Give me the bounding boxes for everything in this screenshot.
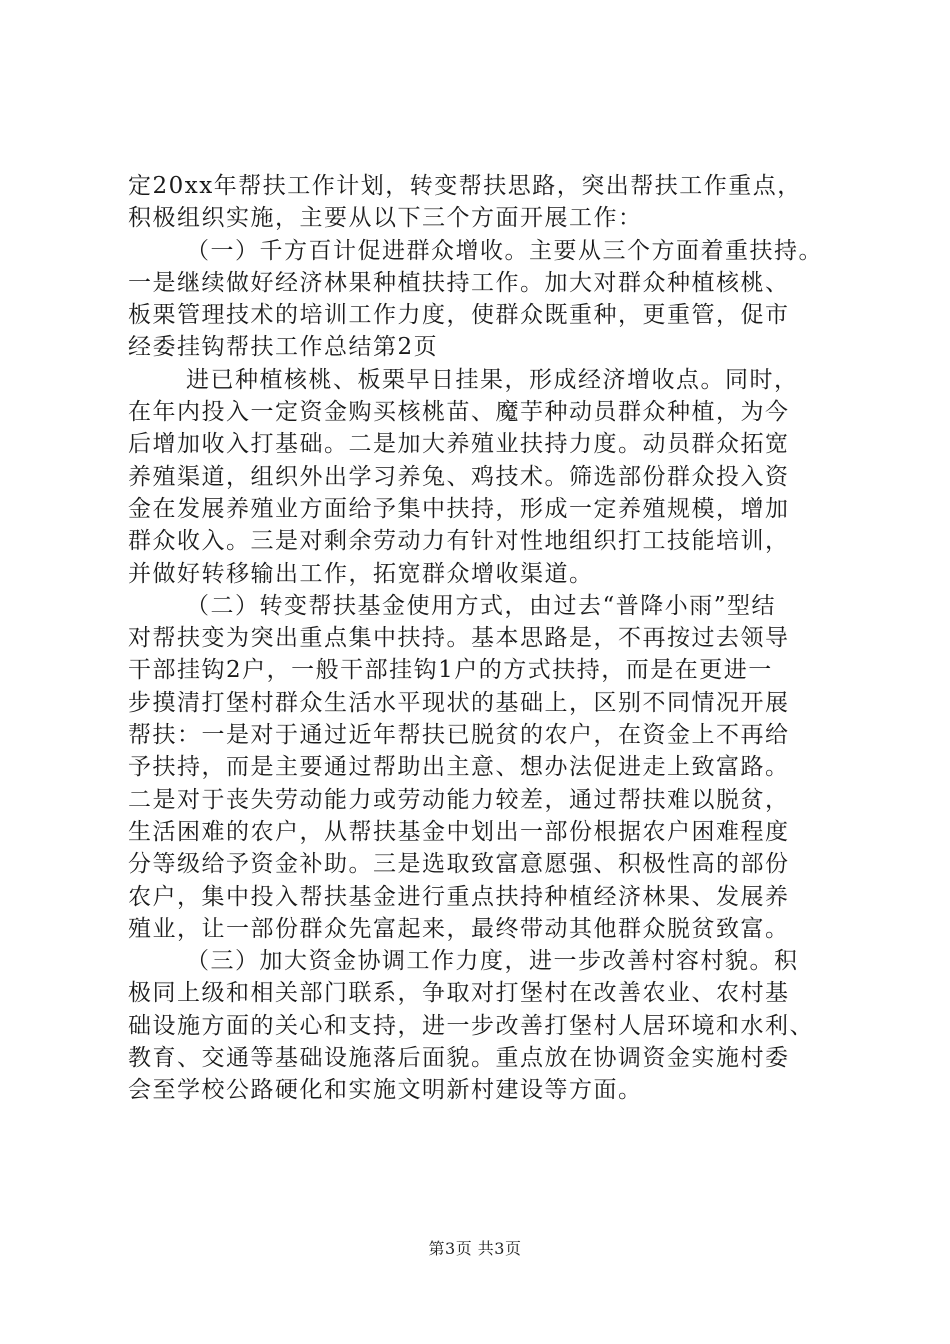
- page-number-footer: 第3页 共3页: [428, 1239, 522, 1258]
- text-line: 群众收入。三是对剩余劳动力有针对性地组织打工技能培训，: [128, 528, 790, 555]
- paragraph-start-line: 进已种植核桃、板栗早日挂果，形成经济增收点。同时，: [186, 366, 799, 393]
- text-line: 积极组织实施，主要从以下三个方面开展工作：: [128, 205, 643, 232]
- text-line: 板栗管理技术的培训工作力度，使群众既重种，更重管，促市: [128, 302, 790, 329]
- text-line: 教育、交通等基础设施落后面貌。重点放在协调资金实施村委: [128, 1045, 790, 1072]
- text-line: 经委挂钩帮扶工作总结第2页: [128, 334, 439, 361]
- text-line: 养殖渠道，组织外出学习养兔、鸡技术。筛选部份群众投入资: [128, 463, 790, 490]
- text-line: 后增加收入打基础。二是加大养殖业扶持力度。动员群众拓宽: [128, 431, 790, 458]
- text-line: 金在发展养殖业方面给予集中扶持，形成一定养殖规模，增加: [128, 495, 790, 522]
- text-line: 分等级给予资金补助。三是选取致富意愿强、积极性高的部份: [128, 851, 790, 878]
- text-line: 生活困难的农户，从帮扶基金中划出一部份根据农户困难程度: [128, 818, 790, 845]
- text-line: 定20xx年帮扶工作计划，转变帮扶思路，突出帮扶工作重点，: [128, 173, 802, 199]
- text-line: 干部挂钩2户，一般干部挂钩1户的方式扶持，而是在更进一: [128, 657, 773, 684]
- paragraph-start-line: （二）转变帮扶基金使用方式，由过去“普降小雨”型结: [186, 592, 777, 619]
- text-line: 二是对于丧失劳动能力或劳动能力较差，通过帮扶难以脱贫，: [128, 786, 790, 813]
- text-line: 农户，集中投入帮扶基金进行重点扶持种植经济林果、发展养: [128, 883, 790, 910]
- text-line: 殖业，让一部份群众先富起来，最终带动其他群众脱贫致富。: [128, 915, 790, 942]
- text-line: 会至学校公路硬化和实施文明新村建设等方面。: [128, 1077, 643, 1104]
- document-body: [128, 170, 868, 1107]
- text-line: 步摸清打堡村群众生活水平现状的基础上，区别不同情况开展: [128, 689, 790, 716]
- text-line: 础设施方面的关心和支持，进一步改善打堡村人居环境和水利、: [128, 1012, 814, 1039]
- text-line: 对帮扶变为突出重点集中扶持。基本思路是，不再按过去领导: [128, 625, 790, 652]
- text-line: 在年内投入一定资金购买核桃苗、魔芋种动员群众种植，为今: [128, 399, 790, 426]
- text-line: 并做好转移输出工作，拓宽群众增收渠道。: [128, 560, 594, 587]
- text-line: 予扶持，而是主要通过帮助出主意、想办法促进走上致富路。: [128, 754, 790, 781]
- text-line: 一是继续做好经济林果种植扶持工作。加大对群众种植核桃、: [128, 269, 790, 296]
- text-line: 极同上级和相关部门联系，争取对打堡村在改善农业、农村基: [128, 980, 790, 1007]
- text-line: 帮扶：一是对于通过近年帮扶已脱贫的农户，在资金上不再给: [128, 722, 790, 749]
- paragraph-start-line: （一）千方百计促进群众增收。主要从三个方面着重扶持。: [186, 237, 823, 264]
- paragraph-start-line: （三）加大资金协调工作力度，进一步改善村容村貌。积: [186, 948, 799, 975]
